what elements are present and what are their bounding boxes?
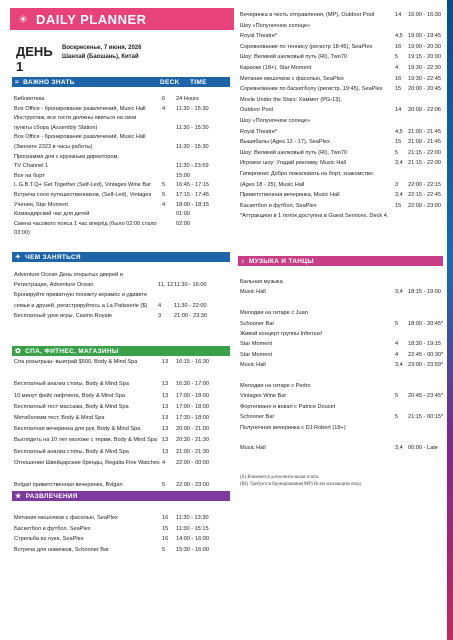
event-name: Метание мешочков с фасолью, SeaPlex bbox=[14, 515, 118, 521]
event-name: Schooner Bar bbox=[240, 320, 275, 327]
event-name: 10 минут фейс лифтинга, Body & Mind Spa bbox=[14, 392, 125, 399]
side-stripe bbox=[447, 0, 453, 640]
event-name: Командирский час для детей bbox=[14, 211, 90, 218]
deck-number: 16 bbox=[395, 75, 402, 82]
event-name: TV Channel 1 bbox=[14, 163, 49, 170]
event-name: Инструктаж, все гости должны явиться на свои bbox=[14, 115, 137, 122]
event-time: 22:15 - 22:45 bbox=[408, 192, 441, 199]
event-name: Box Office - бронирование развлечений, Music Hall bbox=[14, 105, 146, 112]
event-time: 17:30 - 18:00 bbox=[176, 415, 209, 421]
event-name: Гипергинис Добро пожаловать на борт, знакомство bbox=[240, 171, 373, 177]
compass-icon: ✦ bbox=[15, 254, 22, 261]
footnote: (S) Взимается дополнительная плата. bbox=[240, 475, 320, 480]
deck-number: 15 bbox=[395, 202, 402, 209]
event-time: 17:00 - 18:00 bbox=[176, 392, 209, 399]
event-time: 11:30 - 23:59 bbox=[176, 163, 209, 170]
deck-number: 13 bbox=[162, 437, 169, 444]
event-name: Бесплатный анализ стопы, Body & Mind Spa bbox=[14, 381, 129, 388]
event-time: 02:00 bbox=[176, 220, 190, 227]
event-name: Библиотека bbox=[14, 96, 45, 102]
event-time: 17:15 - 17:45 bbox=[176, 192, 209, 198]
event-time: 18:00 - 18:15 bbox=[176, 201, 209, 208]
deck-number: 16 bbox=[162, 536, 169, 542]
event-name: Movie Under the Stars: Хаммет (PG-13), bbox=[240, 96, 342, 103]
deck-number: 13 bbox=[162, 392, 169, 399]
event-time: 21:15 - 22:00 bbox=[408, 149, 441, 156]
section-header-music bbox=[238, 256, 443, 266]
event-name: Фортепиано и вокал с Patrice Doucet bbox=[240, 403, 336, 410]
event-time: 19:00 - 20:30 bbox=[408, 43, 441, 50]
section-title: РАЗВЛЕЧЕНИЯ bbox=[25, 492, 78, 500]
event-name: Смена часового пояса 1 час вперёд (было 02:00 стало bbox=[14, 220, 157, 227]
event-time: 11:30 - 22:00 bbox=[174, 302, 207, 309]
event-time: 20:30 - 21:30 bbox=[176, 437, 209, 444]
event-time: 11:30 - 15:15 bbox=[176, 525, 209, 532]
deck-number: 5 bbox=[395, 414, 399, 421]
event-time: 16:00 - 16:30 bbox=[408, 12, 441, 18]
event-name: Программа дня с круизным директором, bbox=[14, 153, 119, 160]
deck-number: 16 bbox=[395, 43, 402, 50]
deck-number: 5 bbox=[162, 182, 166, 189]
section-header-know bbox=[12, 77, 230, 87]
event-name: Star Moment bbox=[240, 341, 273, 348]
deck-number: 13 bbox=[162, 415, 169, 421]
deck-number: 15 bbox=[162, 525, 169, 532]
event-name: Royal Theatre* bbox=[240, 33, 278, 40]
event-name: Живой концерт группы Infernus! bbox=[240, 331, 323, 337]
event-name: Регистрация, Adventure Ocean bbox=[14, 282, 94, 289]
time-column-label: TIME bbox=[190, 78, 207, 86]
deck-number: 5 bbox=[162, 546, 166, 553]
event-name: Бесплатный тест массажа, Body & Mind Spa bbox=[14, 403, 129, 410]
event-time: 18:00 - 20:45* bbox=[408, 320, 444, 327]
event-time: 11:30 - 16:00 bbox=[174, 282, 207, 289]
deck-number: 3,4 bbox=[395, 289, 403, 296]
event-name: Music Hall bbox=[240, 445, 266, 452]
wave-icon: ≈ bbox=[15, 78, 20, 86]
deck-number: 3 bbox=[158, 312, 162, 319]
event-name: Шоу: Великий шелковый путь (RI), Two70 bbox=[240, 149, 348, 156]
event-name: Outdoor Pool bbox=[240, 107, 273, 114]
event-name: Вышибалы (Ages 12 - 17), SeaPlex bbox=[240, 139, 330, 146]
event-name: Бесплатный анализ стопы, Body & Mind Spa bbox=[14, 448, 129, 455]
page-title: DAILY PLANNER bbox=[36, 11, 147, 27]
section-header-fun bbox=[12, 491, 230, 501]
deck-number: 5 bbox=[162, 482, 166, 489]
event-name: пункты сбора (Assembly Station) bbox=[14, 124, 98, 131]
event-name: Royal Theatre* bbox=[240, 128, 278, 135]
deck-number: 5 bbox=[395, 393, 399, 400]
deck-number: 4 bbox=[158, 302, 162, 309]
deck-number: 14 bbox=[395, 12, 402, 18]
deck-number: 13 bbox=[162, 426, 169, 433]
event-time: 20:00 - 20:45 bbox=[408, 86, 441, 93]
deck-number: 4 bbox=[162, 459, 166, 466]
deck-number: 4,5 bbox=[395, 33, 403, 40]
event-name: (Ages 18 - 25), Music Hall bbox=[240, 181, 305, 188]
event-time: 24 Hours bbox=[176, 96, 199, 102]
deck-number: 3,4 bbox=[395, 160, 403, 167]
deck-number: 14 bbox=[395, 107, 402, 114]
event-time: 18:15 - 19:00 bbox=[408, 289, 441, 296]
deck-number: 4,5 bbox=[395, 128, 403, 135]
event-name: Метаболизм тест, Body & Mind Spa bbox=[14, 415, 105, 421]
event-time: 11:30 - 15:30 bbox=[176, 124, 209, 131]
deck-number: 3,4 bbox=[395, 445, 403, 452]
event-time: 14:00 - 16:00 bbox=[176, 536, 209, 542]
deck-number: 4 bbox=[162, 201, 166, 208]
deck-number: 13 bbox=[162, 448, 169, 455]
deck-number: 13 bbox=[162, 359, 169, 365]
event-name: Игровое шоу: Угадай рекламу, Music Hall bbox=[240, 160, 346, 167]
event-name: Полуночная вечеринка с DJ Robert (18+) bbox=[240, 424, 346, 431]
event-name: Schooner Bar bbox=[240, 414, 275, 421]
event-name: L.G.B.T.Q+ Get Together (Self-Led), Vintages Wine Bar bbox=[14, 182, 152, 189]
section-title: ЧЕМ ЗАНЯТЬСЯ bbox=[25, 253, 81, 261]
section-title: ВАЖНО ЗНАТЬ bbox=[23, 78, 75, 86]
day-port: Шанхай (Баошань), Китай bbox=[62, 54, 139, 60]
event-name: Выглядеть на 10 лет моложе с терми, Body & Mind Spa bbox=[14, 437, 158, 444]
day-number: ДЕНЬ 1 bbox=[16, 44, 53, 74]
title-banner bbox=[10, 8, 234, 30]
star-icon: ★ bbox=[15, 493, 22, 500]
event-time: 20:00 - 21:00 bbox=[176, 426, 209, 433]
event-time: 21:00 - 21:45 bbox=[408, 128, 441, 135]
event-time: 11:30 - 15:30 bbox=[176, 144, 209, 150]
event-time: 19:30 - 22:45 bbox=[408, 75, 441, 82]
event-name: Бесплатный урок игры, Casino Royale bbox=[14, 312, 112, 319]
section-header-spa bbox=[12, 346, 230, 356]
event-time: 15:00 bbox=[176, 172, 190, 179]
deck-number: 4 bbox=[162, 105, 166, 112]
section-header-todo bbox=[12, 252, 230, 262]
event-time: 11:30 - 13:30 bbox=[176, 515, 209, 521]
event-name: Music Hall bbox=[240, 362, 266, 369]
event-name: Music Hall bbox=[240, 289, 266, 296]
event-time: 22:45 - 00:30* bbox=[408, 351, 444, 358]
event-time: 16:45 - 17:15 bbox=[176, 182, 209, 189]
footnote: (RI) Требуется бронирование(MP) Всем желающим вход. bbox=[240, 482, 363, 487]
day-date: Воскресенье, 7 июня, 2026 bbox=[62, 45, 142, 51]
deck-number: 4 bbox=[395, 351, 399, 358]
section-title: МУЗЫКА И ТАНЦЫ bbox=[248, 257, 314, 265]
lotus-icon: ✿ bbox=[15, 348, 22, 355]
event-name: Баскетбол и футбол, SeaPlex bbox=[14, 525, 91, 532]
event-name: Star Moment bbox=[240, 351, 273, 358]
event-name: Соревнование по теннису (регистр 18:45), SeaPlex bbox=[240, 43, 373, 50]
event-time: 22:00 - 00:00 bbox=[176, 459, 209, 466]
event-name: Вечеринка в честь отправления, (MP), Outdoor Pool bbox=[240, 12, 375, 18]
event-time: 16:30 - 17:00 bbox=[176, 381, 209, 388]
deck-number: 4 bbox=[395, 65, 399, 71]
event-time: 20:45 - 23:45* bbox=[408, 393, 444, 400]
event-name: Шоу: Великий шелковый путь (RI), Two70 bbox=[240, 54, 348, 61]
deck-number: 3 bbox=[395, 181, 399, 188]
event-time: 19:00 - 19:45 bbox=[408, 33, 441, 40]
event-name: Vintages Wine Bar bbox=[240, 393, 287, 400]
event-name: Караоке (18+), Star Moment bbox=[240, 65, 312, 71]
section-title: СПА, ФИТНЕС, МАГАЗИНЫ bbox=[25, 347, 119, 355]
event-name: Встреча соло путешественников, (Self-Led), Vintages bbox=[14, 192, 152, 198]
footnotes bbox=[240, 474, 362, 488]
deck-column-label: DECK bbox=[160, 78, 180, 86]
deck-number: 4 bbox=[395, 341, 399, 348]
deck-number: 3,4 bbox=[395, 192, 403, 199]
event-time: 21:15 - 22:00 bbox=[408, 160, 441, 167]
deck-number: 6 bbox=[162, 96, 166, 102]
event-time: 21:00 - 21:45 bbox=[408, 139, 441, 146]
deck-number: 5 bbox=[395, 320, 399, 327]
event-time: 21:00 - 23:30 bbox=[174, 312, 207, 319]
deck-number: 5 bbox=[162, 192, 166, 198]
event-time: 21:15 - 00:15* bbox=[408, 414, 444, 421]
event-name: Отношения Швейцарские бренды, Regalia Fine Watches bbox=[14, 459, 160, 466]
event-name: Встреча для новичков, Schooner Bar bbox=[14, 546, 109, 553]
event-name: 03:00) bbox=[14, 230, 30, 237]
event-name: Мелодии на гитаре с Pedro bbox=[240, 383, 311, 389]
event-time: 20:00 - 22:06 bbox=[408, 107, 441, 114]
event-time: 18:30 - 19:15 bbox=[408, 341, 441, 348]
event-time: 22:00 - 23:00 bbox=[176, 482, 209, 489]
event-time: 21:00 - 21:30 bbox=[176, 448, 209, 455]
event-name: Шоу «Полуночное солнце» bbox=[240, 118, 311, 124]
event-time: 16:15 - 16:30 bbox=[176, 359, 209, 365]
event-name: Мелодии на гитаре с Juan bbox=[240, 310, 308, 317]
deck-number: 13 bbox=[162, 403, 169, 410]
event-name: семьи и друзей, регистрируйтесь а La Patisserie ($) bbox=[14, 302, 148, 309]
event-time: 00:00 - Late bbox=[408, 445, 438, 452]
event-name: Бальная музыка bbox=[240, 279, 283, 285]
event-name: Adventure Ocean День открытых дверей и bbox=[14, 272, 123, 278]
event-time: 23:00 - 23:59* bbox=[408, 362, 444, 369]
event-name: Бесплатная вечеринка для рук, Body & Mind Spa bbox=[14, 426, 141, 433]
event-name: Метание мешочков с фасолью, SeaPlex bbox=[240, 75, 344, 82]
event-name: Шоу «Полуночное солнце» bbox=[240, 22, 311, 29]
event-name: Приветственная вечеринка, Music Hall bbox=[240, 192, 340, 199]
deck-number: 13 bbox=[162, 381, 169, 388]
event-time: 22:00 - 22:15 bbox=[408, 181, 441, 188]
deck-number: 5 bbox=[395, 54, 399, 61]
event-name: Bvlgari приветственная вечеринка, Bvlgari bbox=[14, 482, 123, 489]
event-time: 01:00 bbox=[176, 211, 190, 218]
deck-number: 11, 12 bbox=[158, 282, 174, 289]
event-name: Спа розыгрыш- выиграй $500, Body & Mind Spa bbox=[14, 359, 138, 365]
event-time: 17:00 - 18:00 bbox=[176, 403, 209, 410]
event-name: Все на борт bbox=[14, 172, 45, 179]
event-time: 11:30 - 15:30 bbox=[176, 105, 209, 112]
music-note-icon: ♪ bbox=[241, 257, 245, 265]
event-time: 19:30 - 22:30 bbox=[408, 65, 441, 71]
event-name: Box Office - бронирование развлечений, Music Hall bbox=[14, 134, 146, 141]
event-name: Стрельба из лука, SeaPlex bbox=[14, 536, 84, 542]
event-name: Соревнование по баскетболу (регистр. 19:45), SeaPlex bbox=[240, 86, 383, 93]
event-name: (Звоните 2323 в часы работы) bbox=[14, 144, 93, 150]
deck-number: 16 bbox=[162, 515, 169, 521]
event-time: 19:15 - 20:00 bbox=[408, 54, 441, 61]
deck-number: 5 bbox=[395, 149, 399, 156]
event-time: 15:30 - 16:00 bbox=[176, 546, 209, 553]
event-name: Бронируйте приватную поножту керамос и удивите bbox=[14, 292, 148, 299]
deck-number: 15 bbox=[395, 86, 402, 93]
deck-number: 3,4 bbox=[395, 362, 403, 369]
event-name: Баскетбол и футбол, SeaPlex bbox=[240, 202, 317, 209]
event-time: 22:00 - 23:00 bbox=[408, 202, 441, 209]
event-name: Учения, Star Moment bbox=[14, 201, 68, 208]
deck-number: 15 bbox=[395, 139, 402, 146]
sun-icon: ☀ bbox=[18, 13, 28, 26]
event-name: *Аттракцион в 1 поток доступна в Guest Services, Deck 4. bbox=[240, 213, 389, 220]
